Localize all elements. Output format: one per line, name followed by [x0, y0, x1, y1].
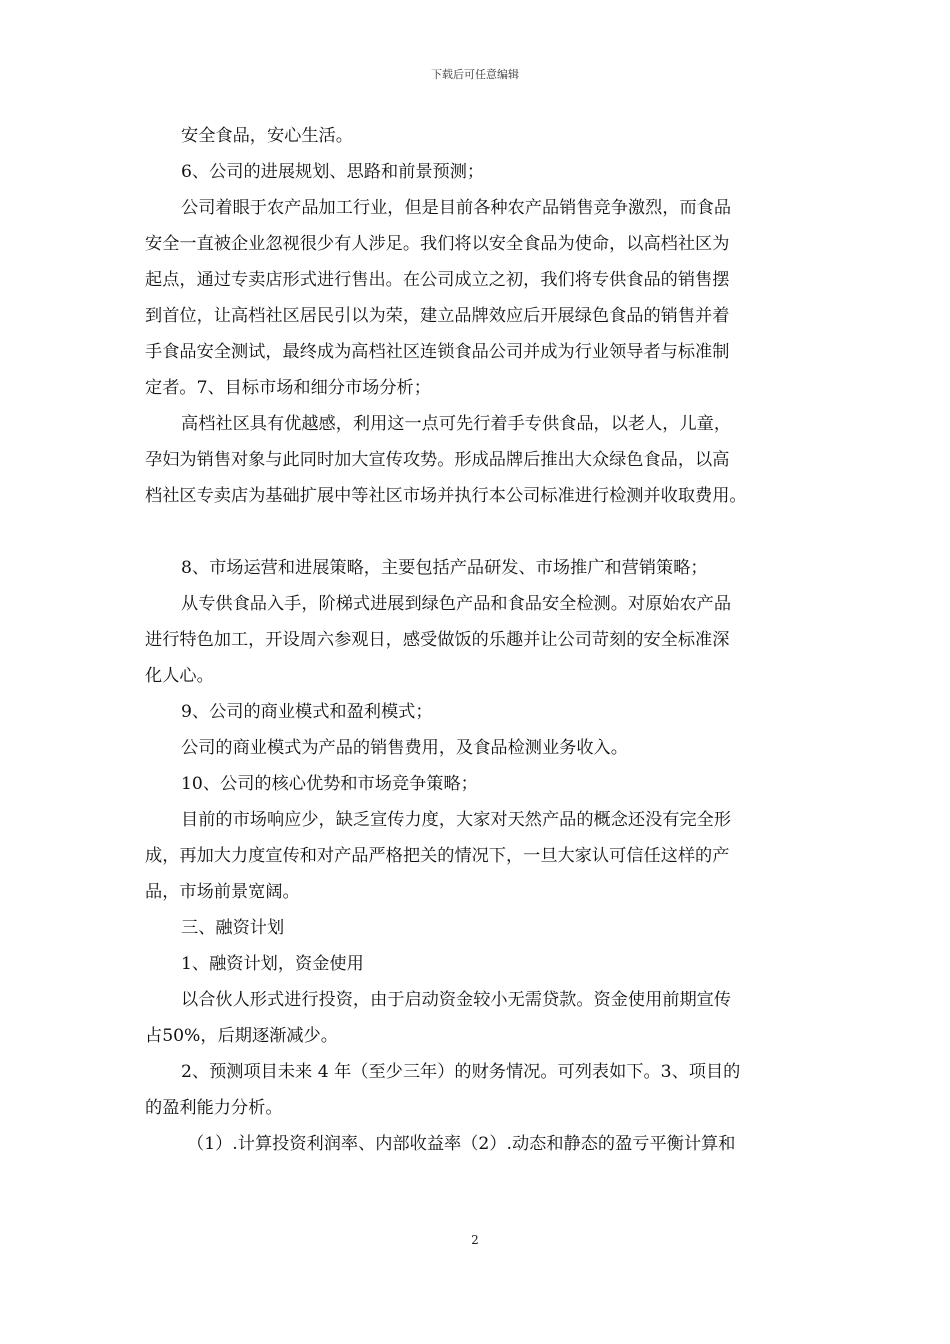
- document-body: [145, 118, 810, 1162]
- paragraph-line: 安全一直被企业忽视很少有人涉足。我们将以安全食品为使命，以高档社区为: [145, 234, 730, 254]
- paragraph-line: 以合伙人形式进行投资，由于启动资金较小无需贷款。资金使用前期宣传: [181, 990, 732, 1010]
- paragraph-line: 进行特色加工，开设周六参观日，感受做饭的乐趣并让公司苛刻的安全标准深: [145, 630, 730, 650]
- paragraph-line: 从专供食品入手，阶梯式进展到绿色产品和食品安全检测。对原始农产品: [181, 594, 732, 614]
- paragraph-line: 化人心。: [145, 666, 214, 686]
- paragraph-line: （1）.计算投资利润率、内部收益率（2）.动态和静态的盈亏平衡计算和: [187, 1134, 736, 1154]
- paragraph-line: 占50%，后期逐渐减少。: [145, 1026, 338, 1046]
- section-heading: 1、融资计划，资金使用: [181, 954, 364, 974]
- paragraph-line: 定者。7、目标市场和细分市场分析；: [145, 378, 431, 398]
- paragraph-line: 公司的商业模式为产品的销售费用，及食品检测业务收入。: [181, 738, 628, 758]
- paragraph-line: 高档社区具有优越感，利用这一点可先行着手专供食品，以老人，儿童，: [181, 414, 732, 434]
- paragraph-line: 起点，通过专卖店形式进行售出。在公司成立之初，我们将专供食品的销售摆: [145, 270, 730, 290]
- paragraph-line: 到首位，让高档社区居民引以为荣，建立品牌效应后开展绿色食品的销售并着: [145, 306, 730, 326]
- paragraph-line: 成，再加大力度宣传和对产品严格把关的情况下，一旦大家认可信任这样的产: [145, 846, 730, 866]
- paragraph-line: 手食品安全测试，最终成为高档社区连锁食品公司并成为行业领导者与标准制: [145, 342, 730, 362]
- section-heading: 8、市场运营和进展策略，主要包括产品研发、市场推广和营销策略；: [181, 558, 708, 578]
- section-heading: 6、公司的进展规划、思路和前景预测；: [181, 162, 485, 182]
- section-heading: 9、公司的商业模式和盈利模式；: [181, 702, 433, 722]
- paragraph-line: 档社区专卖店为基础扩展中等社区市场并执行本公司标准进行检测并收取费用。: [145, 486, 747, 506]
- paragraph-line: 孕妇为销售对象与此同时加大宣传攻势。形成品牌后推出大众绿色食品，以高: [145, 450, 730, 470]
- paragraph-line: 目前的市场响应少，缺乏宣传力度，大家对天然产品的概念还没有完全形: [181, 810, 732, 830]
- paragraph-line: 2、预测项目未来 4 年（至少三年）的财务情况。可列表如下。3、项目的: [181, 1062, 741, 1082]
- page-header: 下载后可任意编辑: [431, 68, 519, 81]
- blank-line: [145, 514, 810, 550]
- section-heading: 10、公司的核心优势和市场竞争策略；: [181, 774, 478, 794]
- paragraph-line: 品，市场前景宽阔。: [145, 882, 300, 902]
- paragraph-line: 公司着眼于农产品加工行业，但是目前各种农产品销售竞争激烈，而食品: [181, 198, 732, 218]
- section-heading: 三、融资计划: [181, 918, 285, 938]
- paragraph-line: 的盈利能力分析。: [145, 1098, 283, 1118]
- page-number: 2: [471, 1233, 479, 1247]
- paragraph-line: 安全食品，安心生活。: [181, 126, 353, 146]
